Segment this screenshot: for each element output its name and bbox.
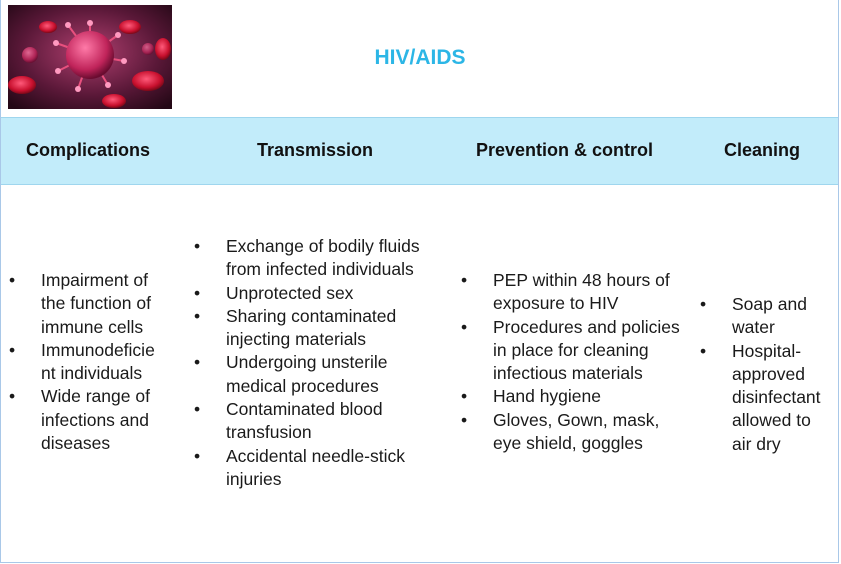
heading-transmission: Transmission: [257, 140, 374, 160]
cleaning-list: [700, 293, 835, 456]
complications-list: [9, 269, 169, 455]
list-item: • Unprotected sex: [194, 282, 448, 305]
list-item: • Wide range of infections and diseases: [9, 385, 169, 455]
list-item: • Accidental needle-stick injuries: [194, 445, 448, 492]
heading-prevention-control: Prevention & control: [476, 140, 654, 160]
transmission-list: [194, 235, 448, 491]
hiv-virus-image: [8, 5, 172, 109]
heading-complications: Complications: [26, 140, 151, 160]
list-item: • Impairment of the function of immune cells: [9, 269, 169, 339]
virus-icon: [8, 5, 172, 109]
list-item: • Exchange of bodily fluids from infected individuals: [194, 235, 448, 282]
list-item: • Sharing contaminated injecting materials: [194, 305, 448, 352]
page-title: HIV/AIDS: [374, 46, 466, 69]
list-item: • Immunodeficie nt individuals: [9, 339, 169, 386]
prevention-list: [461, 269, 685, 455]
column-header-band: [1, 117, 838, 185]
list-item: • Hand hygiene: [461, 385, 685, 408]
list-item: • Procedures and policies in place for cleaning infectious materials: [461, 316, 685, 386]
list-item: • Contaminated blood transfusion: [194, 398, 448, 445]
list-item: • Gloves, Gown, mask, eye shield, goggles: [461, 409, 685, 456]
heading-cleaning: Cleaning: [724, 140, 801, 160]
list-item: • Undergoing unsterile medical procedures: [194, 351, 448, 398]
list-item: • PEP within 48 hours of exposure to HIV: [461, 269, 685, 316]
list-item: • Hospital-approved disinfectant allowed to air dry: [700, 340, 835, 456]
list-item: • Soap and water: [700, 293, 835, 340]
